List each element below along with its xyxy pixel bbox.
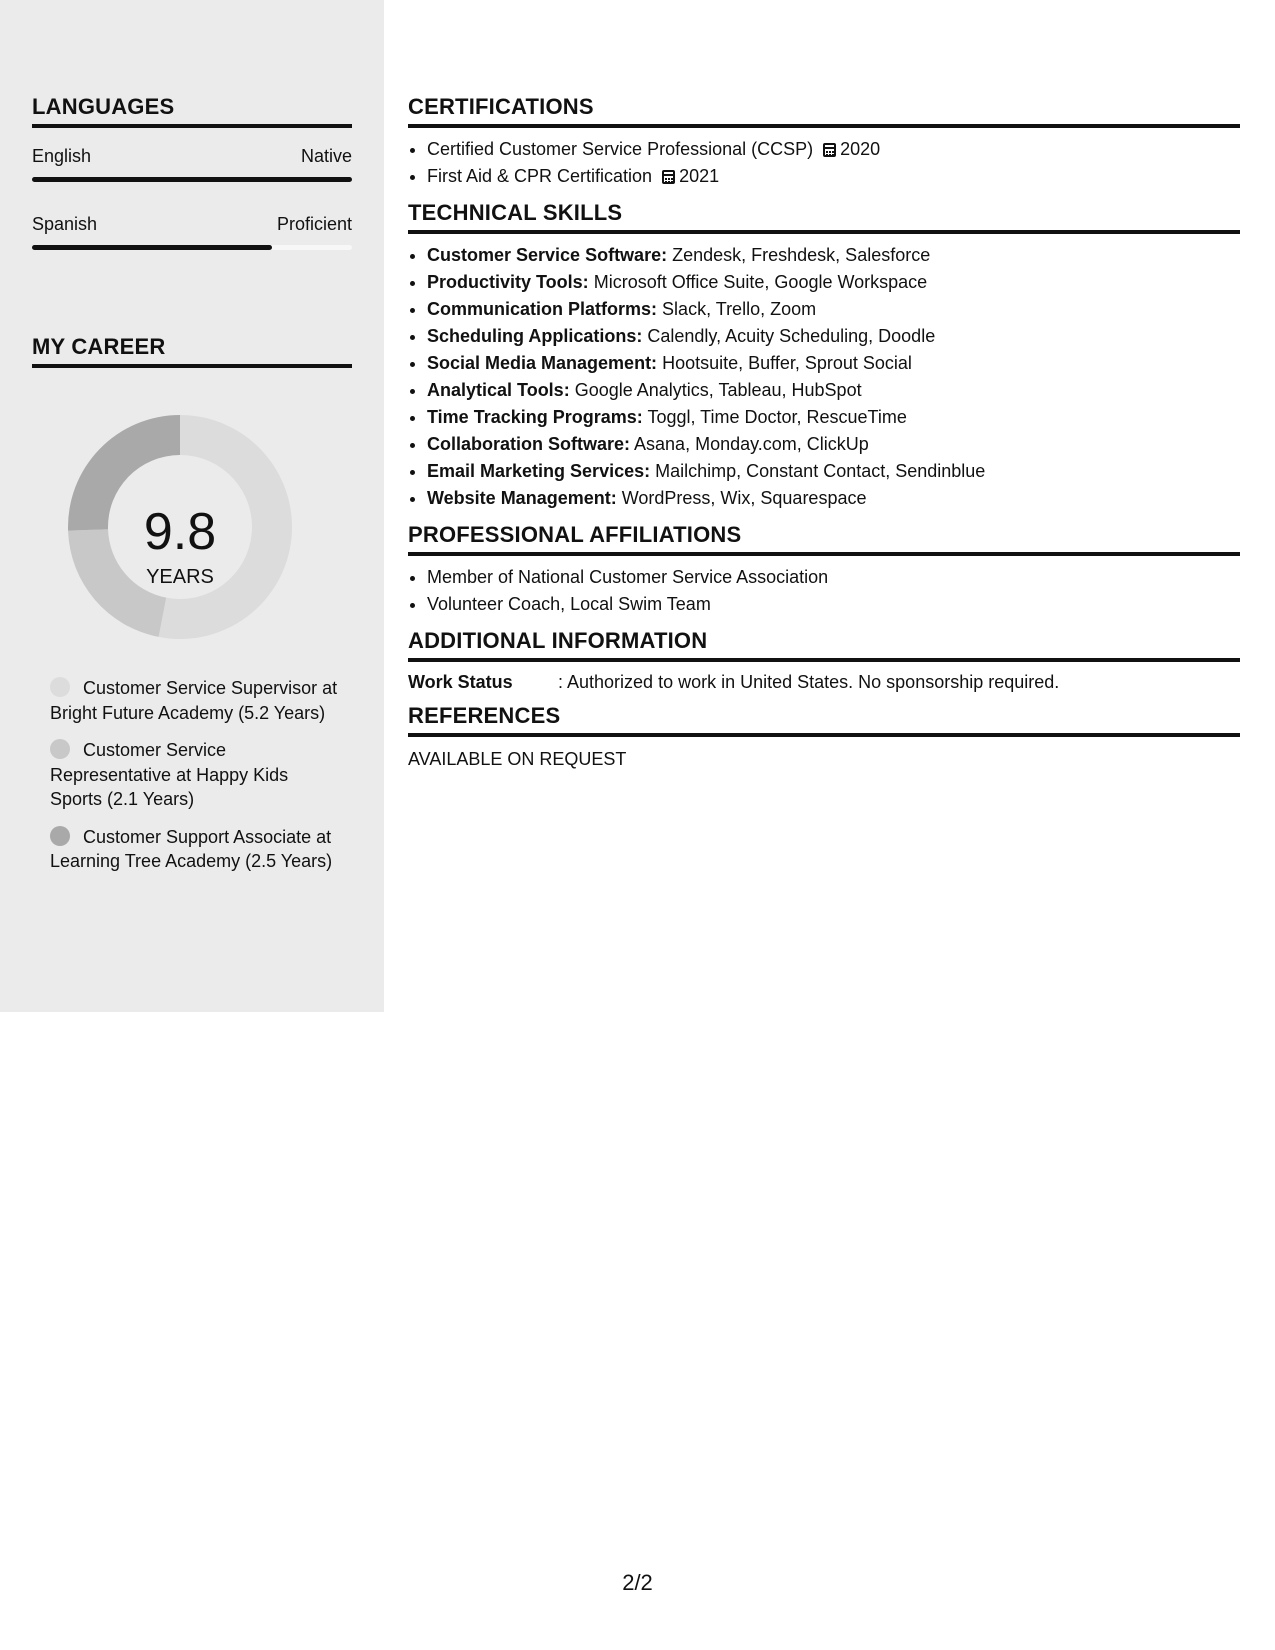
language-bar-fill [32, 177, 352, 182]
career-total: 9.8 [143, 503, 217, 561]
career-item-label: Customer Support Associate at Learning Tree Academy (2.5 Years) [50, 826, 333, 871]
skill-item [427, 431, 1240, 458]
skill-category: Productivity Tools: [427, 272, 589, 292]
certifications-section [408, 94, 1240, 190]
technical-skills-title: TECHNICAL SKILLS [408, 200, 1240, 234]
career-section [32, 334, 352, 368]
career-item-label: Customer Service Supervisor at Bright Future Academy (5.2 Years) [50, 678, 338, 723]
skill-item [427, 269, 1240, 296]
language-level: Proficient [276, 214, 352, 234]
skill-category: Email Marketing Services: [427, 461, 651, 481]
language-bar [32, 177, 352, 182]
skill-values: Toggl, Time Doctor, RescueTime [647, 407, 907, 427]
certification-name: Certified Customer Service Professional (CCSP) [427, 139, 814, 159]
certification-item [427, 136, 1240, 163]
career-list [50, 676, 340, 887]
calendar-icon [823, 143, 836, 157]
career-item [50, 738, 340, 812]
work-status-value: : Authorized to work in United States. No sponsorship required. [558, 672, 1060, 692]
career-donut-chart [60, 407, 300, 647]
career-color-dot [50, 826, 70, 846]
skill-item [427, 323, 1240, 350]
certification-year: 2020 [840, 139, 881, 159]
language-bar [32, 245, 352, 250]
skill-values: Asana, Monday.com, ClickUp [634, 434, 869, 454]
language-bar-fill [32, 245, 272, 250]
main-content [408, 94, 1240, 780]
certifications-list [408, 136, 1240, 190]
skill-category: Customer Service Software: [427, 245, 668, 265]
languages-list [32, 146, 352, 250]
affiliations-list [408, 564, 1240, 618]
certification-item [427, 163, 1240, 190]
skill-values: Microsoft Office Suite, Google Workspace [593, 272, 928, 292]
technical-skills-list [408, 242, 1240, 512]
skill-category: Time Tracking Programs: [427, 407, 643, 427]
references-title: REFERENCES [408, 703, 1240, 737]
sidebar [0, 0, 384, 1012]
career-item [50, 825, 340, 874]
skill-item [427, 350, 1240, 377]
skill-category: Website Management: [427, 488, 617, 508]
affiliation-item: • Volunteer Coach, Local Swim Team [427, 591, 1240, 618]
career-item [50, 676, 340, 725]
skill-values: WordPress, Wix, Squarespace [621, 488, 867, 508]
skill-values: Calendly, Acuity Scheduling, Doodle [647, 326, 936, 346]
additional-info-title: ADDITIONAL INFORMATION [408, 628, 1240, 662]
career-color-dot [50, 739, 70, 759]
skill-category: Social Media Management: [427, 353, 658, 373]
career-title: MY CAREER [32, 334, 352, 368]
career-item-label: Customer Service Representative at Happy Kids Sports (2.1 Years) [50, 740, 289, 809]
affiliations-title: PROFESSIONAL AFFILIATIONS [408, 522, 1240, 556]
skill-values: Slack, Trello, Zoom [662, 299, 817, 319]
career-unit: YEARS [146, 566, 214, 588]
languages-section [32, 94, 352, 250]
language-row [32, 214, 352, 235]
skill-item [427, 296, 1240, 323]
affiliations-section [408, 522, 1240, 618]
language-row [32, 146, 352, 167]
skill-values: Hootsuite, Buffer, Sprout Social [662, 353, 912, 373]
skill-item [427, 377, 1240, 404]
skill-values: Zendesk, Freshdesk, Salesforce [672, 245, 931, 265]
work-status-label: Work Status [408, 672, 513, 692]
skill-category: Analytical Tools: [427, 380, 570, 400]
certification-name: First Aid & CPR Certification [427, 166, 653, 186]
language-name: Spanish [32, 214, 98, 234]
skill-category: Communication Platforms: [427, 299, 658, 319]
language-level: Native [300, 146, 352, 166]
language-name: English [32, 146, 92, 166]
skill-values: Mailchimp, Constant Contact, Sendinblue [655, 461, 986, 481]
references-text: AVAILABLE ON REQUEST [408, 749, 627, 769]
skill-category: Scheduling Applications: [427, 326, 643, 346]
work-status-row [408, 672, 1240, 693]
language-item [32, 146, 352, 182]
skill-values: Google Analytics, Tableau, HubSpot [574, 380, 862, 400]
certification-year: 2021 [679, 166, 720, 186]
skill-item [427, 485, 1240, 512]
career-color-dot [50, 677, 70, 697]
skill-category: Collaboration Software: [427, 434, 631, 454]
skill-item [427, 242, 1240, 269]
languages-title: LANGUAGES [32, 94, 352, 128]
affiliation-item: • Member of National Customer Service Association [427, 564, 1240, 591]
skill-item [427, 404, 1240, 431]
additional-info-section [408, 628, 1240, 693]
language-item [32, 214, 352, 250]
calendar-icon [662, 170, 675, 184]
certifications-title: CERTIFICATIONS [408, 94, 1240, 128]
references-section [408, 703, 1240, 770]
page-number: 2/2 [622, 1570, 653, 1595]
technical-skills-section [408, 200, 1240, 512]
skill-item [427, 458, 1240, 485]
